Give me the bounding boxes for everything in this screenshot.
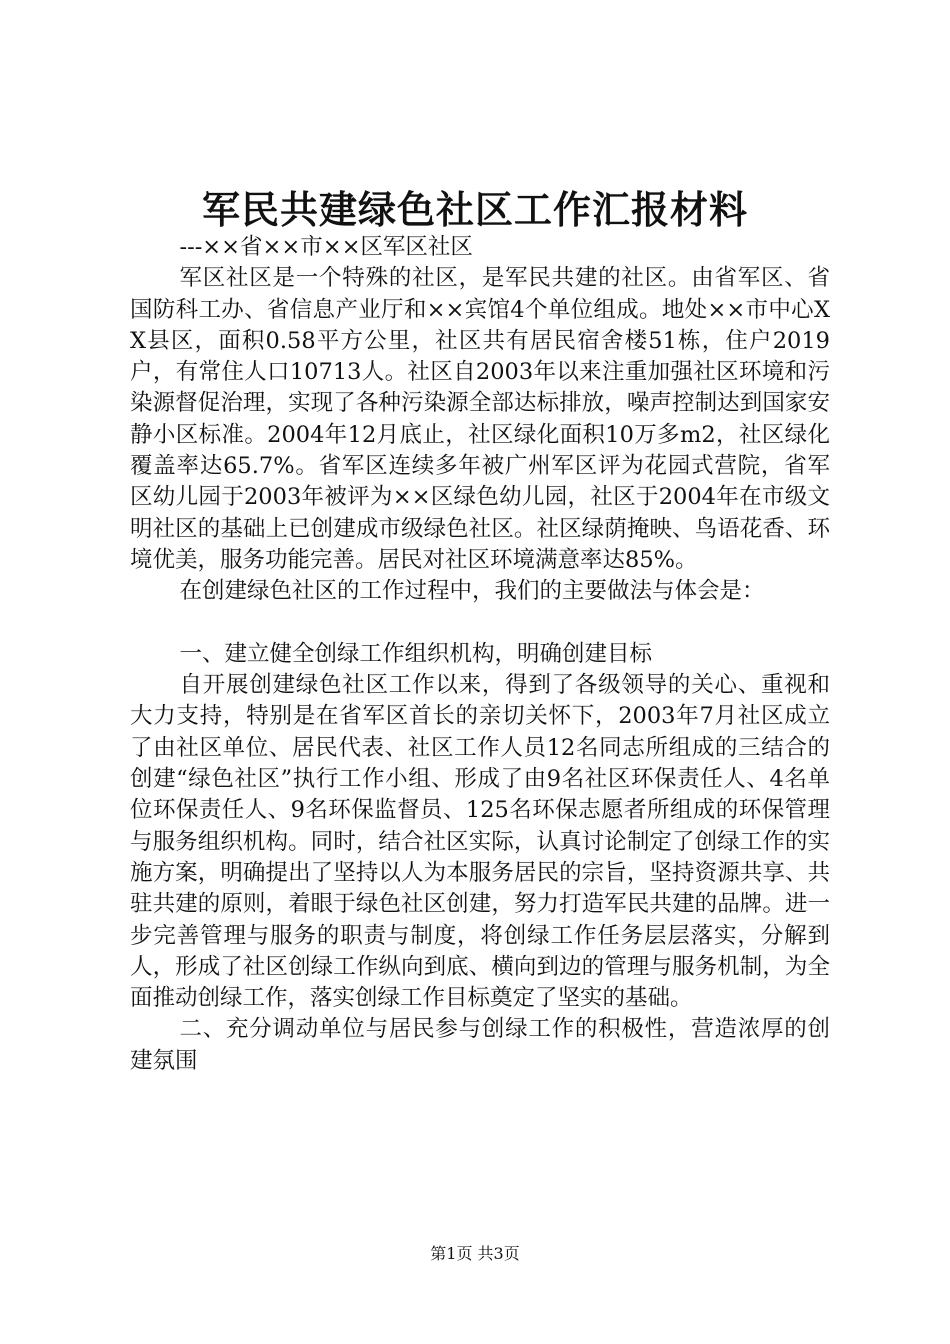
paragraph-lead-in: 在创建绿色社区的工作过程中，我们的主要做法与体会是： <box>179 578 765 605</box>
paragraph-intro: 军区社区是一个特殊的社区，是军民共建的社区。由省军区、省国防科工办、省信息产业厅和××宾馆4个单位组成。地处××市中心XX县区，面积0.58平方公里，社区共有居民宿舍楼51栋，住户2019户，有常住人口10713人。社区自2003年以来注重加强社区环境和污染源督促治理，实现了各种污染源全部达标排放，噪声控制达到国家安静小区标准。2004年12月底止，社区绿化面积10万多m2，社区绿化覆盖率达65.7%。省军区连续多年被广州军区评为花园式营院，省军区幼儿园于2003年被评为××区绿色幼儿园，社区于2004年在市级文明社区的基础上已创建成市级绿色社区。社区绿荫掩映、鸟语花香、环境优美，服务功能完善。居民对社区环境满意率达85%。 <box>130 265 830 573</box>
section-heading-2: 二、充分调动单位与居民参与创绿工作的积极性，营造浓厚的创建氛围 <box>130 1016 830 1074</box>
paragraph-section-1: 自开展创建绿色社区工作以来，得到了各级领导的关心、重视和大力支持，特别是在省军区首长的亲切关怀下，2003年7月社区成立了由社区单位、居民代表、社区工作人员12名同志所组成的三结合的创建“绿色社区”执行工作小组、形成了由9名社区环保责任人、4名单位环保责任人、9名环保监督员、125名环保志愿者所组成的环保管理与服务组织机构。同时，结合社区实际，认真讨论制定了创绿工作的实施方案，明确提出了坚持以人为本服务居民的宗旨，坚持资源共享、共驻共建的原则，着眼于绿色社区创建，努力打造军民共建的品牌。进一步完善管理与服务的职责与制度，将创绿工作任务层层落实，分解到人，形成了社区创绿工作纵向到底、横向到边的管理与服务机制，为全面推动创绿工作，落实创绿工作目标奠定了坚实的基础。 <box>130 672 830 1012</box>
blank-line <box>130 608 830 639</box>
document-subtitle: ---××省××市××区军区社区 <box>179 234 473 260</box>
document-title: 军民共建绿色社区工作汇报材料 <box>201 187 748 232</box>
page-footer: 第1页 共3页 <box>430 1244 520 1263</box>
document-body <box>130 232 830 1077</box>
section-heading-1: 一、建立健全创绿工作组织机构，明确创建目标 <box>179 640 653 667</box>
